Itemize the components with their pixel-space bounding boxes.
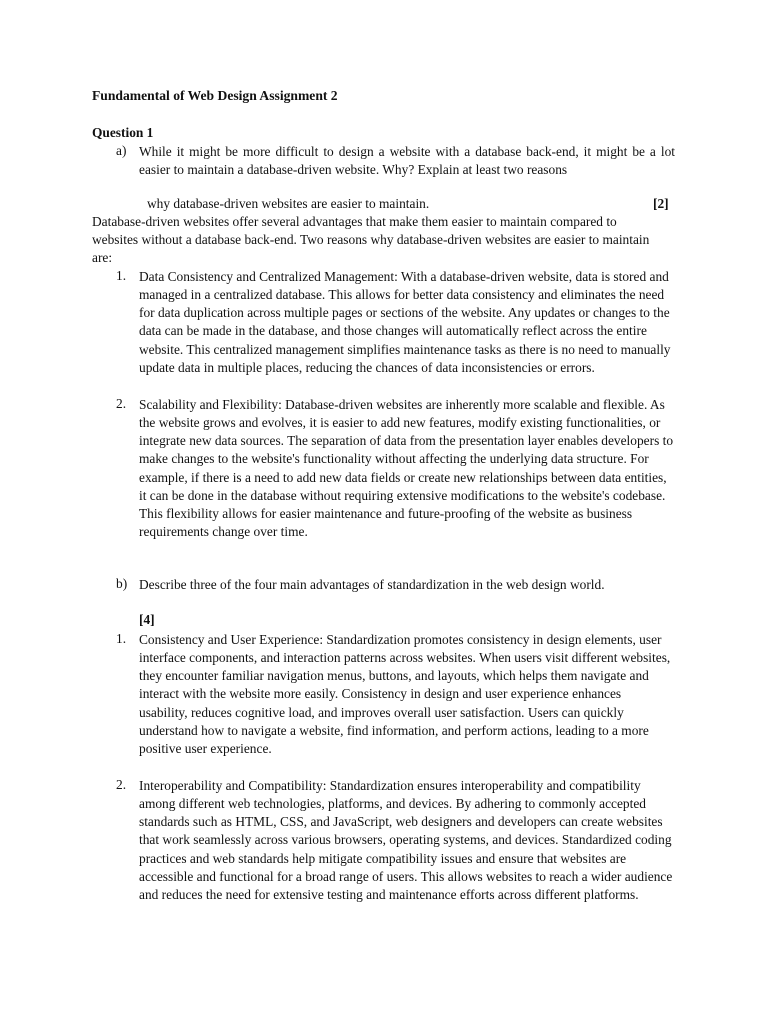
part-b-item-1-number: 1. [116,631,127,646]
part-b-item-1: Consistency and User Experience: Standardization promotes consistency in design elements, user interface components, and interaction patterns across websites. When users visit different websites, they encounter familiar navigation menus, buttons, and layouts, which helps them navigate and interact with the website more easily. Consistency in design and user experience enhances usability, reduces cognitive load, and improves overall user satisfaction. Users can quickly understand how to navigate a website, find information, and perform actions, leading to a more positive user experience. [139,632,671,756]
part-b-question: Describe three of the four main advantages of standardization in the web design world. [139,577,605,592]
document-title: Fundamental of Web Design Assignment 2 [92,88,338,103]
part-b-item-2-number: 2. [116,777,127,792]
part-b-marks: [4] [139,612,155,627]
part-a-item-1: Data Consistency and Centralized Management: With a database-driven website, data is stored and managed in a centralized database. This allows for better data consistency and eliminates the need for data duplication across multiple pages or sections of the website. Any updates or changes to the data can be made in the database, and those changes will automatically reflect across the entire website. This centralized management simplifies maintenance tasks as there is no need to manually update data in multiple places, reducing the chances of data inconsistencies or errors. [139,269,671,375]
part-a-item-2: Scalability and Flexibility: Database-driven websites are inherently more scalable and flexible. As the website grows and evolves, it is easier to add new features, modify existing functionalities, or integrate new data sources. The separation of data from the presentation layer enables developers to make changes to the website's functionality without affecting the underlying data structure. For example, if there is a need to add new data fields or create new relationships between data entities, it can be done in the database without requiring extensive modifications to the website's codebase. This flexibility allows for easier maintenance and future-proofing of the website as business requirements change over time. [139,397,674,540]
part-a-item-1-number: 1. [116,268,127,283]
part-a-label: a) [116,143,127,158]
part-a-item-2-number: 2. [116,396,127,411]
part-b-label: b) [116,576,128,591]
question-1-heading: Question 1 [92,125,154,140]
part-a-marks: [2] [653,196,669,211]
part-a-answer-intro: Database-driven websites offer several advantages that make them easier to maintain compared to websites without a database back-end. Two reasons why database-driven websites are easier to maintain are: [92,214,650,266]
part-a-question: While it might be more difficult to design a website with a database back-end, it might be a lot easier to maintain a database-driven website. Why? Explain at least two reasons [139,144,675,177]
part-a-continuation: why database-driven websites are easier to maintain. [147,196,430,211]
part-b-item-2: Interoperability and Compatibility: Standardization ensures interoperability and compatibility among different web technologies, platforms, and devices. By adhering to commonly accepted standards such as HTML, CSS, and JavaScript, web designers and developers can create websites that work seamlessly across various browsers, operating systems, and devices. Standardized coding practices and web standards help mitigate compatibility issues and ensure that websites are accessible and functional for a broad range of users. This allows websites to reach a wider audience and reduces the need for extensive testing and maintenance efforts across different platforms. [139,778,673,902]
